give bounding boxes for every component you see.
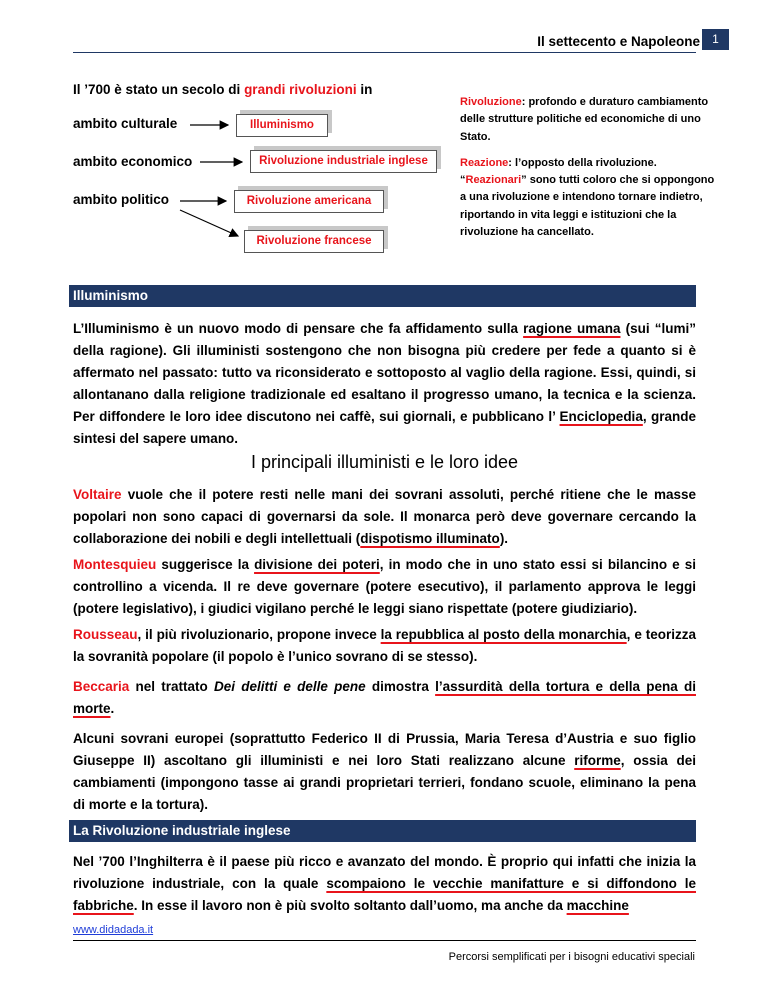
definition-reazione: [460, 155, 718, 241]
voltaire-underlined: dispotismo illuminato: [360, 531, 500, 546]
page-number: 1: [702, 29, 729, 50]
box-illuminismo: Illuminismo: [236, 114, 328, 137]
sovrani-riforme: riforme: [574, 753, 621, 768]
footer-note: Percorsi semplificati per i bisogni educativi speciali: [448, 951, 695, 963]
term-reazionari: Reazionari: [465, 174, 522, 187]
illuminismo-text-3: , grande sintesi del sapere umano.: [73, 409, 697, 446]
beccaria-text: nel trattato: [129, 679, 214, 694]
industriale-text-1: Nel ’700 l’Inghilterra è il paese più ricco e avanzato del mondo. È proprio qui infatti che inizia la rivoluzione industriale, con la quale: [73, 854, 696, 891]
term-reazione: Reazione: [460, 156, 509, 169]
rousseau-underlined: la repubblica al posto della monarchia: [380, 627, 627, 642]
term-rivoluzione: Rivoluzione: [460, 96, 522, 108]
name-voltaire: Voltaire: [73, 487, 122, 502]
definitions-box: [460, 94, 718, 250]
paragraph-rousseau: [73, 624, 696, 668]
industriale-macchine: macchine: [566, 898, 629, 913]
rousseau-text: , il più rivoluzionario, propone invece: [137, 627, 381, 642]
rousseau-end: , e teorizza la sovranità popolare (il popolo è l’unico sovrano di se stesso).: [73, 627, 696, 664]
name-rousseau: Rousseau: [73, 627, 138, 642]
beccaria-end: .: [110, 701, 115, 716]
section-bar-illuminismo: Illuminismo: [69, 285, 696, 307]
name-beccaria: Beccaria: [73, 679, 130, 694]
illuminismo-text-2: (sui “lumi” della ragione). Gli illuministi sostengono che non bisogna più credere per fede a quanto si è affermato nel passato: tutto va riconsiderato e sottoposto al vaglio della ragione. Essi, quindi, si allontanano dalla religione tradizionale ed esaltano il progresso umano, la tecnica e la scienza. Per diffondere le loro idee discutono nei caffè, sui giornali, e pubblicano l’: [73, 321, 696, 424]
footer-link[interactable]: www.didadada.it: [73, 924, 154, 936]
label-economico: ambito economico: [73, 154, 193, 169]
paragraph-industriale: [73, 851, 696, 917]
paragraph-illuminismo: [73, 318, 696, 450]
def-reazionari-text: ” sono tutti coloro che si oppongono a una rivoluzione e intendono tornare indietro, riportando in vita leggi e istituzioni che la rivoluzione ha cancellato.: [460, 174, 715, 239]
arrow-francese: [180, 210, 238, 236]
voltaire-text: vuole che il potere resti nelle mani dei sovrani assoluti, perché ritiene che le masse popolari non sono capaci di governarsi da sole. Il monarca però deve governare cercando la collaborazione dei nobili e degli intellettuali (: [73, 487, 696, 546]
montesquieu-underlined: divisione dei poteri: [254, 557, 380, 572]
paragraph-beccaria: [73, 676, 696, 720]
intro-heading-text: Il ’700 è stato un secolo di: [73, 82, 245, 97]
box-rivoluzione-francese: Rivoluzione francese: [244, 230, 384, 253]
industriale-text-2: . In esse il lavoro non è più svolto soltanto dall’uomo, ma anche da: [133, 898, 567, 913]
sovrani-end: , ossia dei cambiamenti (impongono tasse ai grandi proprietari terrieri, fondano scuole, eliminano la pena di morte e la tortura).: [73, 753, 697, 812]
beccaria-underlined: l’assurdità della tortura e della pena di morte: [73, 679, 696, 716]
box-rivoluzione-americana: Rivoluzione americana: [234, 190, 384, 213]
def-rivoluzione-text: : profondo e duraturo cambiamento delle strutture politiche ed economiche di uno Stato.: [460, 96, 709, 143]
voltaire-end: ).: [499, 531, 509, 546]
footer-rule: [73, 940, 696, 941]
def-reazione-text: : l’opposto della rivoluzione. “: [460, 156, 657, 187]
intro-heading-highlight: grandi rivoluzioni: [244, 82, 357, 97]
montesquieu-text: suggerisce la: [156, 557, 255, 572]
beccaria-book-title: Dei delitti e delle pene: [213, 679, 366, 694]
illuminismo-ragione-umana: ragione umana: [523, 321, 621, 336]
intro-heading-end: in: [356, 82, 373, 97]
paragraph-voltaire: [73, 484, 696, 550]
illuminismo-text-1: L’Illuminismo è un nuovo modo di pensare che fa affidamento sulla: [73, 321, 524, 336]
label-culturale: ambito culturale: [73, 116, 178, 131]
industriale-underlined-1: scompaiono le vecchie manifatture e si diffondono le fabbriche: [73, 876, 696, 913]
section-bar-industriale: La Rivoluzione industriale inglese: [69, 820, 696, 842]
illuminismo-enciclopedia: Enciclopedia: [559, 409, 643, 424]
subsection-title: I principali illuministi e le loro idee: [250, 452, 519, 472]
paragraph-sovrani: [73, 728, 696, 816]
label-politico: ambito politico: [73, 192, 169, 207]
box-rivoluzione-industriale: Rivoluzione industriale inglese: [250, 150, 437, 173]
paragraph-montesquieu: [73, 554, 696, 620]
name-montesquieu: Montesquieu: [73, 557, 157, 572]
definition-rivoluzione: [460, 94, 718, 146]
header-title: Il settecento e Napoleone: [537, 34, 700, 49]
beccaria-text-2: dimostra: [365, 679, 436, 694]
sovrani-text: Alcuni sovrani europei (soprattutto Federico II di Prussia, Maria Teresa d’Austria e suo figlio Giuseppe II) ascoltano gli illuministi e nei loro Stati realizzano alcune: [73, 731, 696, 768]
montesquieu-end: , in modo che in uno stato essi si bilancino e si controllino a vicenda. Il re deve governare (potere esecutivo), il parlamento approva le leggi (potere legislativo), i giudici vigilano perché le leggi siano rispettate (potere giudiziario).: [73, 557, 697, 616]
